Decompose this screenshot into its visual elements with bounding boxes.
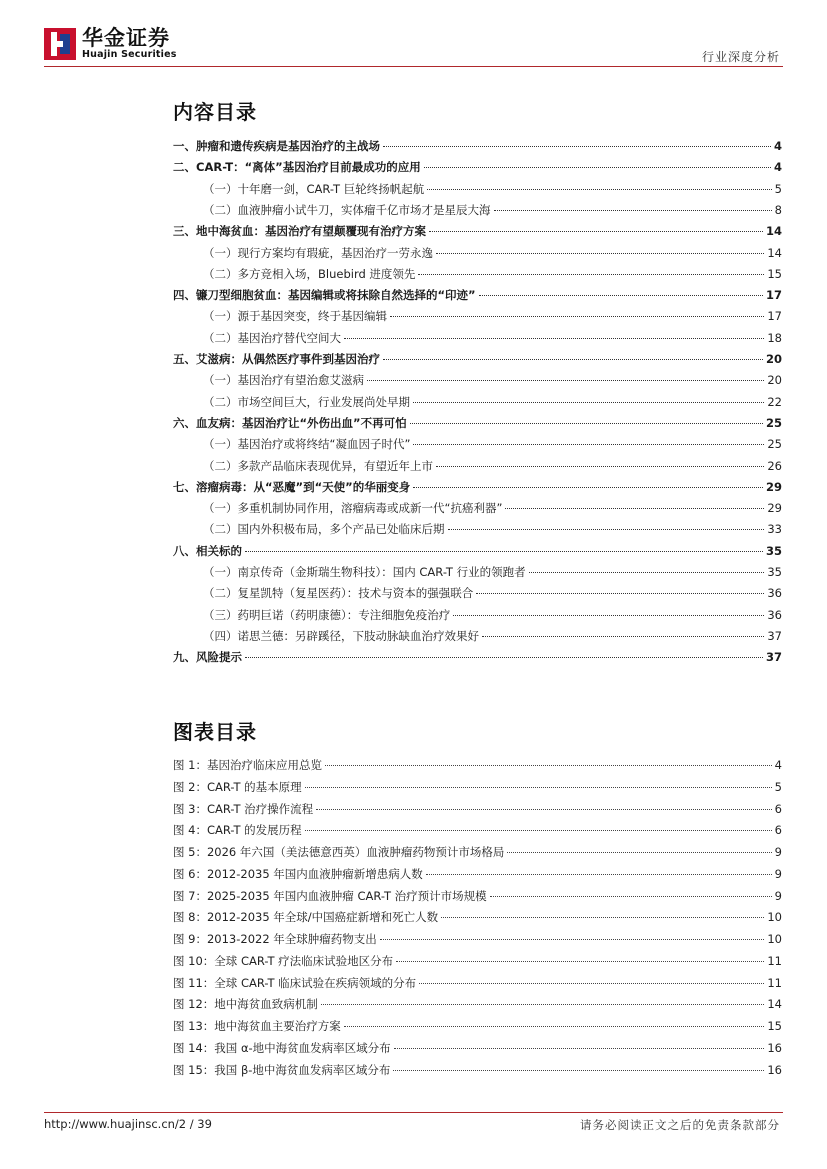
- dot-leader: [436, 466, 764, 467]
- figure-page-number: 9: [774, 866, 782, 881]
- toc-page-number: 29: [767, 501, 782, 516]
- figure-page-number: 11: [767, 953, 782, 968]
- toc-page-number: 17: [767, 309, 782, 324]
- dot-leader: [413, 487, 763, 488]
- toc-section-entry[interactable]: [173, 607, 782, 623]
- dot-leader: [490, 896, 772, 897]
- dot-leader: [305, 787, 772, 788]
- toc-entry-text: （一）多重机制协同作用，溶瘤病毒或成新一代“抗癌利器”: [203, 501, 503, 516]
- figure-list-entry[interactable]: [173, 801, 782, 817]
- toc-section-entry[interactable]: [173, 585, 782, 601]
- toc-section-entry[interactable]: [173, 202, 782, 218]
- toc-entry-text: 六、血友病：基因治疗让“外伤出血”不再可怕: [173, 415, 407, 430]
- toc-page-number: 4: [773, 139, 782, 153]
- dot-leader: [426, 874, 772, 875]
- toc-entry-text: （四）诺思兰德：另辟蹊径，下肢动脉缺血治疗效果好: [203, 628, 479, 643]
- figure-entry-text: 图 2：CAR-T 的基本原理: [173, 779, 302, 794]
- toc-page-number: 8: [774, 202, 782, 217]
- dot-leader: [448, 529, 765, 530]
- figure-list-entry[interactable]: [173, 996, 782, 1012]
- dot-leader: [344, 338, 764, 339]
- toc-entry-text: （二）复星凯特（复星医药）：技术与资本的强强联合: [203, 586, 474, 601]
- dot-leader: [383, 359, 763, 360]
- dot-leader: [419, 983, 764, 984]
- toc-page-number: 15: [767, 266, 782, 281]
- toc-page-number: 36: [767, 607, 782, 622]
- figure-entry-text: 图 8：2012-2035 年全球/中国癌症新增和死亡人数: [173, 910, 439, 925]
- toc-entry-text: （二）市场空间巨大，行业发展尚处早期: [203, 394, 410, 409]
- dot-leader: [394, 1048, 765, 1049]
- figure-entry-text: 图 7：2025-2035 年国内血液肿瘤 CAR-T 治疗预计市场规模: [173, 888, 487, 903]
- figure-page-number: 14: [767, 997, 782, 1012]
- dot-leader: [529, 572, 765, 573]
- figure-list-entry[interactable]: [173, 757, 782, 773]
- dot-leader: [482, 636, 764, 637]
- dot-leader: [316, 809, 772, 810]
- figure-entry-text: 图 14：我国 α-地中海贫血发病率区域分布: [173, 1040, 391, 1055]
- footer-disclaimer: 请务必阅读正文之后的免责条款部分: [580, 1118, 780, 1132]
- toc-section-entry[interactable]: [173, 181, 782, 197]
- figure-page-number: 4: [774, 758, 782, 772]
- toc-section-entry[interactable]: [173, 436, 782, 452]
- toc-page-number: 33: [767, 522, 782, 537]
- toc-chapter-entry[interactable]: [173, 287, 782, 303]
- toc-chapter-entry[interactable]: [173, 479, 782, 495]
- toc-title: 内容目录: [173, 100, 257, 124]
- toc-chapter-entry[interactable]: [173, 351, 782, 367]
- dot-leader: [436, 253, 764, 254]
- figure-entry-text: 图 12：地中海贫血致病机制: [173, 997, 318, 1012]
- figure-list-entry[interactable]: [173, 779, 782, 795]
- toc-entry-text: 四、镰刀型细胞贫血：基因编辑或将抹除自然选择的“印迹”: [173, 288, 476, 303]
- toc-chapter-entry[interactable]: [173, 223, 782, 239]
- company-logo: [44, 27, 177, 60]
- dot-leader: [383, 146, 771, 147]
- figure-list-entry[interactable]: [173, 1040, 782, 1056]
- dot-leader: [396, 961, 764, 962]
- dot-leader: [413, 444, 764, 445]
- figure-page-number: 6: [774, 801, 782, 816]
- toc-entry-text: （一）十年磨一剑，CAR-T 巨轮终扬帆起航: [203, 181, 425, 196]
- figure-list-entry[interactable]: [173, 1018, 782, 1034]
- toc-page-number: 35: [765, 543, 782, 558]
- figure-page-number: 9: [774, 888, 782, 903]
- toc-page-number: 20: [767, 373, 782, 388]
- toc-page-number: 20: [765, 352, 782, 366]
- toc-entry-text: （一）基因治疗或将终结“凝血因子时代”: [203, 437, 411, 452]
- toc-entry-text: （一）基因治疗有望治愈艾滋病: [203, 373, 364, 388]
- dot-leader: [507, 852, 771, 853]
- toc-chapter-entry[interactable]: [173, 415, 782, 431]
- toc-entry-text: 一、肿瘤和遗传疾病是基因治疗的主战场: [173, 139, 380, 153]
- toc-entry-text: （二）国内外积极布局，多个产品已处临床后期: [203, 522, 445, 537]
- toc-section-entry[interactable]: [173, 564, 782, 580]
- toc-page-number: 25: [767, 437, 782, 452]
- figure-entry-text: 图 15：我国 β-地中海贫血发病率区域分布: [173, 1062, 391, 1077]
- toc-page-number: 29: [765, 479, 782, 494]
- toc-section-entry[interactable]: [173, 394, 782, 410]
- toc-entry-text: （二）多方竞相入场，Bluebird 进度领先: [203, 266, 416, 281]
- figure-list-entry[interactable]: [173, 909, 782, 925]
- dot-leader: [494, 210, 772, 211]
- toc-entry-text: 九、风险提示: [173, 650, 242, 665]
- dot-leader: [344, 1026, 765, 1027]
- toc-entry-text: 七、溶瘤病毒：从“恶魔”到“天使”的华丽变身: [173, 479, 411, 494]
- figure-list-entry[interactable]: [173, 975, 782, 991]
- figure-list-entry[interactable]: [173, 866, 782, 882]
- dot-leader: [418, 274, 764, 275]
- toc-section-entry[interactable]: [173, 266, 782, 282]
- toc-page-number: 18: [767, 330, 782, 345]
- dot-leader: [427, 189, 771, 190]
- figure-entry-text: 图 6：2012-2035 年国内血液肿瘤新增患病人数: [173, 866, 423, 881]
- toc-entry-text: （一）现行方案均有瑕疵，基因治疗一劳永逸: [203, 245, 433, 260]
- toc-page-number: 37: [765, 650, 782, 665]
- figure-page-number: 16: [767, 1062, 782, 1077]
- figure-entry-text: 图 10：全球 CAR-T 疗法临床试验地区分布: [173, 953, 394, 968]
- dot-leader: [413, 402, 764, 403]
- logo-chinese-name: 华金证券: [82, 26, 170, 50]
- dot-leader: [410, 423, 763, 424]
- toc-chapter-entry[interactable]: [173, 649, 782, 665]
- document-type: 行业深度分析: [701, 50, 780, 64]
- figure-list-entry[interactable]: [173, 953, 782, 969]
- figure-entry-text: 图 11：全球 CAR-T 临床试验在疾病领域的分布: [173, 975, 417, 990]
- dot-leader: [390, 316, 764, 317]
- toc-entry-text: 三、地中海贫血：基因治疗有望颠覆现有治疗方案: [173, 224, 426, 239]
- dot-leader: [305, 830, 772, 831]
- toc-entry-text: （三）药明巨诺（药明康德）：专注细胞免疫治疗: [203, 607, 451, 622]
- dot-leader: [453, 615, 764, 616]
- toc-entry-text: （一）南京传奇（金斯瑞生物科技）：国内 CAR-T 行业的领跑者: [203, 565, 526, 579]
- toc-page-number: 22: [767, 394, 782, 409]
- dot-leader: [441, 917, 764, 918]
- figure-page-number: 6: [774, 823, 782, 838]
- figure-entry-text: 图 1：基因治疗临床应用总览: [173, 758, 322, 772]
- figure-entry-text: 图 13：地中海贫血主要治疗方案: [173, 1019, 341, 1033]
- dot-leader: [429, 231, 763, 232]
- toc-section-entry[interactable]: [173, 458, 782, 474]
- figure-entry-text: 图 4：CAR-T 的发展历程: [173, 823, 302, 838]
- toc-page-number: 5: [774, 181, 782, 196]
- figure-page-number: 15: [767, 1019, 782, 1033]
- toc-entry-text: 八、相关标的: [173, 543, 242, 558]
- figure-list-entry[interactable]: [173, 844, 782, 860]
- dot-leader: [479, 295, 763, 296]
- toc-entry-text: 五、艾滋病：从偶然医疗事件到基因治疗: [173, 352, 380, 366]
- page-header: [0, 0, 827, 70]
- toc-chapter-entry[interactable]: [173, 159, 782, 175]
- figure-list-entry[interactable]: [173, 1062, 782, 1078]
- figure-page-number: 16: [767, 1040, 782, 1055]
- figure-list-entry[interactable]: [173, 888, 782, 904]
- toc-section-entry[interactable]: [173, 372, 782, 388]
- toc-section-entry[interactable]: [173, 628, 782, 644]
- toc-page-number: 17: [765, 288, 782, 303]
- toc-entry-text: （二）基因治疗替代空间大: [203, 330, 341, 345]
- dot-leader: [321, 1004, 765, 1005]
- dot-leader: [245, 551, 763, 552]
- toc-chapter-entry[interactable]: [173, 543, 782, 559]
- header-divider: [44, 66, 783, 67]
- toc-page-number: 25: [765, 415, 782, 430]
- logo-english-name: Huajin Securities: [82, 49, 177, 60]
- dot-leader: [505, 508, 764, 509]
- figure-page-number: 5: [774, 779, 782, 794]
- figure-entry-text: 图 3：CAR-T 治疗操作流程: [173, 801, 314, 816]
- toc-page-number: 14: [765, 224, 782, 239]
- toc-page-number: 36: [767, 586, 782, 601]
- toc-entry-text: （二）多款产品临床表现优异，有望近年上市: [203, 458, 433, 473]
- figure-page-number: 9: [774, 845, 782, 859]
- dot-leader: [424, 167, 771, 168]
- figure-entry-text: 图 9：2013-2022 年全球肿瘤药物支出: [173, 932, 377, 946]
- figure-entry-text: 图 5：2026 年六国（美法德意西英）血液肿瘤药物预计市场格局: [173, 845, 505, 859]
- toc-section-entry[interactable]: [173, 308, 782, 324]
- footer-divider: [44, 1112, 783, 1113]
- toc-page-number: 14: [767, 245, 782, 260]
- toc-page-number: 37: [767, 628, 782, 643]
- dot-leader: [393, 1070, 764, 1071]
- toc-section-entry[interactable]: [173, 500, 782, 516]
- figure-page-number: 10: [767, 910, 782, 925]
- toc-entry-text: （二）血液肿瘤小试牛刀，实体瘤千亿市场才是星辰大海: [203, 202, 491, 217]
- figure-page-number: 11: [767, 975, 782, 990]
- dot-leader: [325, 765, 772, 766]
- toc-entry-text: （一）源于基因突变，终于基因编辑: [203, 309, 387, 324]
- figures-title: 图表目录: [173, 720, 257, 744]
- dot-leader: [367, 380, 764, 381]
- toc-section-entry[interactable]: [173, 330, 782, 346]
- toc-page-number: 35: [767, 565, 782, 579]
- toc-section-entry[interactable]: [173, 245, 782, 261]
- dot-leader: [476, 593, 764, 594]
- toc-page-number: 26: [767, 458, 782, 473]
- figure-page-number: 10: [767, 932, 782, 946]
- toc-page-number: 4: [773, 160, 782, 175]
- huajin-logo-icon: [44, 28, 76, 60]
- footer-url-page[interactable]: http://www.huajinsc.cn/2 / 39: [44, 1117, 212, 1131]
- toc-section-entry[interactable]: [173, 521, 782, 537]
- dot-leader: [245, 657, 763, 658]
- toc-chapter-entry[interactable]: [173, 138, 782, 154]
- toc-entry-text: 二、CAR-T：“离体”基因治疗目前最成功的应用: [173, 160, 421, 175]
- figure-list-entry[interactable]: [173, 822, 782, 838]
- dot-leader: [380, 939, 765, 940]
- figure-list-entry[interactable]: [173, 931, 782, 947]
